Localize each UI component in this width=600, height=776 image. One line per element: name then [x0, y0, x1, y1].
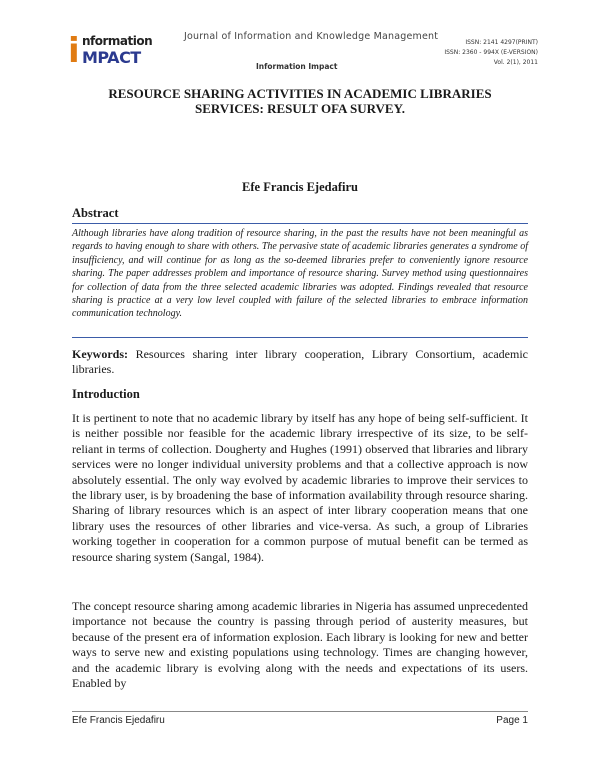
- paragraph: It is pertinent to note that no academic library by itself has any hope of being self-sufficient. It is neither possible nor feasible for the academic library irrespective of its size, to be self-reliant in terms of collection. Dougherty and Hughes (1991) observed that libraries and library services were no longer individual university problems and that a collective approach is now absolutely essential. The only way evolved by academic libraries to improve their services to the library user, is by broadening the base of information availability through resource sharing. Sharing of library resources which is an aspect of inter library cooperation means that one library uses the resources of other libraries and vice-versa. As such, a group of Libraries working together in cooperation for a common purpose of mutual benefit can be termed as resource sharing system (Sangal, 1984).: [72, 411, 528, 564]
- abstract-heading: Abstract: [72, 206, 119, 220]
- page-number: Page 1: [496, 715, 528, 726]
- journal-title: Journal of Information and Knowledge Management: [184, 31, 439, 42]
- abstract-bottom-rule: [72, 337, 528, 338]
- introduction-heading: Introduction: [72, 387, 140, 401]
- abstract-text: Although libraries have along tradition of resource sharing, in the past the results have not been meaningful as regards to having enough to share with others. The pervasive state of academic libraries generates a syndrome of insufficiency, and will continue for as long as the so-deemed libraries prefer to conveniently ignore resource sharing. The paper addresses problem and importance of resource sharing. Survey method using questionnaires for collection of data from the three selected academic libraries was adopted. Findings revealed that resource sharing is practice at a very low level coupled with failure of the selected libraries to embrace information communication technology.: [72, 228, 528, 320]
- journal-header: [68, 28, 538, 74]
- keywords: [72, 347, 528, 377]
- keywords-text: Resources sharing inter library cooperation, Library Consortium, academic libraries.: [72, 347, 528, 376]
- logo-i-letter: i: [68, 31, 80, 71]
- author-name: Efe Francis Ejedafiru: [242, 180, 358, 194]
- paper-title: RESOURCE SHARING ACTIVITIES IN ACADEMIC LIBRARIES SERVICES: RESULT OFA SURVEY.: [108, 86, 492, 116]
- keywords-label: Keywords:: [72, 347, 128, 361]
- journal-subtitle: Information Impact: [256, 62, 338, 71]
- issn-block: [444, 38, 538, 68]
- information-impact-logo: [68, 28, 158, 74]
- paragraph: The concept resource sharing among academic libraries in Nigeria has assumed unprecedented importance not because the country is passing through period of austerity measures, but because of the present era of information explosion. Each library is looking for new and better ways to serve new and existing populations using technology. Times are changing however, and the academic library is evolving along with the needs and expectations of its users. Enabled by: [72, 599, 528, 691]
- logo-bottom-text: MPACT: [82, 48, 141, 67]
- footer-rule: [72, 711, 528, 712]
- abstract-top-rule: [72, 223, 528, 224]
- footer-author: Efe Francis Ejedafiru: [72, 715, 165, 726]
- issn-print: ISSN: 2141 4297(PRINT): [465, 39, 538, 46]
- issn-online: ISSN: 2360 - 994X (E-VERSION): [444, 49, 538, 56]
- logo-top-text: nformation: [82, 34, 153, 48]
- volume-info: Vol. 2(1), 2011: [493, 59, 538, 66]
